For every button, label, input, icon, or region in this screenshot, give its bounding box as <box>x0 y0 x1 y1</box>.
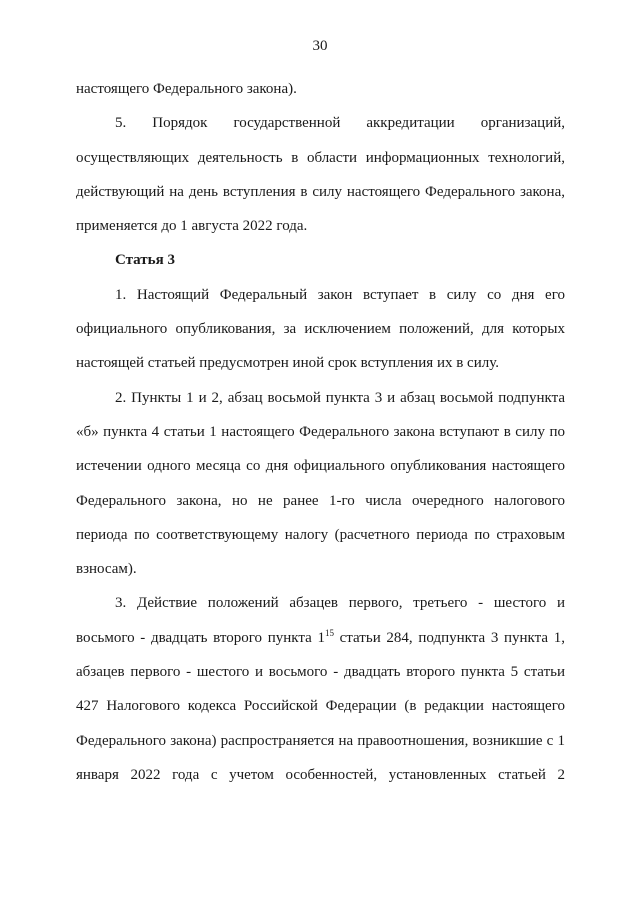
superscript-number: 15 <box>324 627 334 638</box>
paragraph-3-text-end: статьи 284, подпункта 3 пункта 1, абзацев первого - шестого и восьмого - двадцать второго пункта 5 статьи 427 Налогового кодекса Российской Федерации (в редакции настоящего Федерального закона) распространяется на правоотношения, возникшие с 1 января 2022 года с учетом особенностей, установленных статьей 2 <box>76 629 565 783</box>
paragraph-continuation: настоящего Федерального закона). <box>76 81 297 97</box>
page-number: 30 <box>312 38 328 54</box>
document-body <box>76 72 565 792</box>
article-3-paragraph-1: 1. Настоящий Федеральный закон вступает в силу со дня его официального опубликования, за исключением положений, для которых настоящей статьей предусмотрен иной срок вступления их в силу. <box>76 286 565 372</box>
paragraph-3-text-start: 3. Действие положений абзацев первого, третьего - шестого и восьмого - двадцать второго пункта 1 <box>76 595 565 646</box>
article-3-paragraph-3 <box>76 586 565 792</box>
paragraph-5: 5. Порядок государственной аккредитации организаций, осуществляющих деятельность в области информационных технологий, действующий на день вступления в силу настоящего Федерального закона, применяется до 1 августа 2022 года. <box>76 115 565 235</box>
article-3-paragraph-2: 2. Пункты 1 и 2, абзац восьмой пункта 3 и абзац восьмой подпункта «б» пункта 4 статьи 1 настоящего Федерального закона вступают в силу по истечении одного месяца со дня официального опубликования настоящего Федерального закона, но не ранее 1-го числа очередного налогового периода по соответствующему налогу (расчетного периода по страховым взносам). <box>76 389 565 578</box>
article-heading: Статья 3 <box>115 252 175 269</box>
